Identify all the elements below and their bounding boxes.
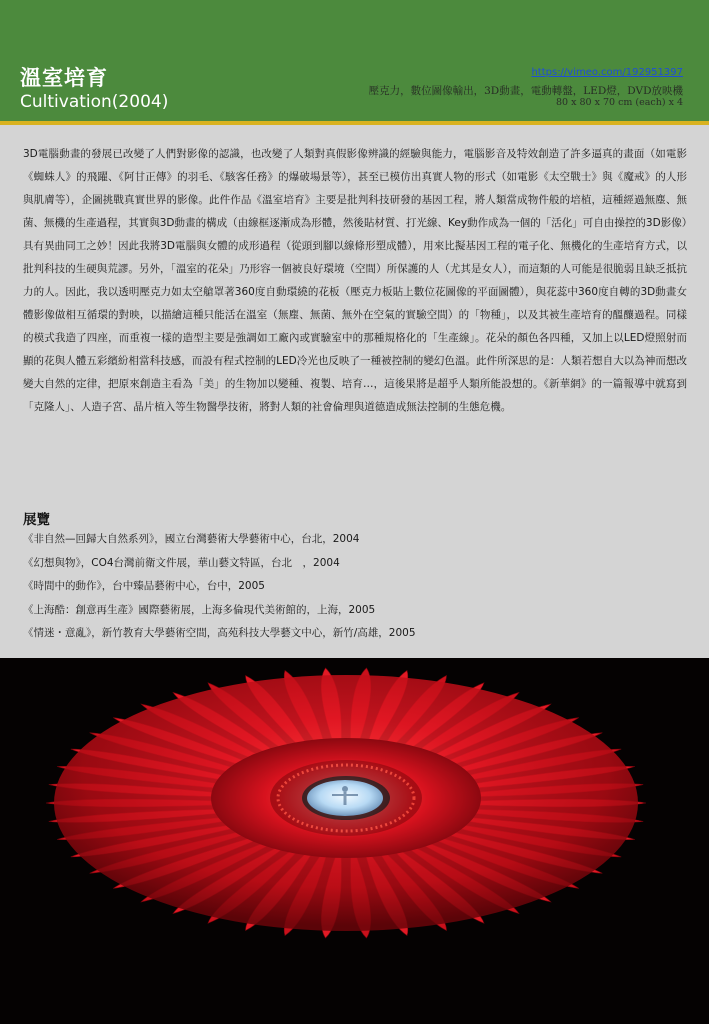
artwork-description: 3D電腦動畫的發展已改變了人們對影像的認識，也改變了人類對真假影像辨識的經驗與能力，電腦影音及特效創造了許多逼真的畫面（如電影《蜘蛛人》的飛躍、《阿甘正傳》的羽毛、《駭客任務》的爆破場景等），甚至已模仿出真實人物的形式（如電影《太空戰士》與《魔戒》的人形與肌膚等），企圖挑戰真實世界的影像。此件作品《溫室培育》主要是批判科技研發的基因工程，將人類當成物件般的培植，這種經過無塵、無菌、無機的生產過程，其實與3D動畫的構成（由線框逐漸成為形體，然後貼材質、打光線、Key動作成為一個的「活化」可自由操控的3D影像）具有異曲同工之妙！因此我將3D電腦與女體的成形過程（從頭到腳以線條形塑成體），用來比擬基因工程的電子化、無機化的生產培育方式，以批判科技的生硬與荒謬。另外，「溫室的花朵」乃形容一個被良好環境（空間）所保護的人（尤其是女人），而這類的人可能是很脆弱且缺乏抵抗力的人。因此，我以透明壓克力如太空艙罩著360度自動環繞的花板（壓克力板貼上數位花圖像的平面圖體），與花蕊中360度自轉的3D動畫女體影像做相互循環的對映，以描繪這種只能活在溫室（無塵、無菌、無外在空氣的實驗空間）的「物種」，以及其被生產培育的醞釀過程。同樣的模式我造了四座，而重複一樣的造型主要是強調如工廠內或實驗室中的那種規格化的「生產線」。花朵的顏色各四種，又加上以LED燈照射而顯的花與人體五彩繽紛相當科技感，而設有程式控制的LED冷光也反映了一種被控制的變幻色溫。此件所深思的是：人類若想自大以為神而想改變大自然的定律，把原來創造主看為「美」的生物加以變種、複製、培育…，這後果將是超乎人類所能設想的。《新華網》的一篇報導中就寫到「克隆人」、人造子宮、晶片植入等生物醫學技術，將對人類的社會倫理與道德造成無法控制的生態危機。 bbox=[23, 148, 687, 413]
artwork-photo bbox=[0, 658, 709, 1024]
header-band bbox=[0, 0, 709, 121]
exhibitions-list bbox=[23, 528, 416, 646]
red-flower-image bbox=[0, 658, 709, 1024]
dimensions-text: 80 x 80 x 70 cm (each) x 4 bbox=[555, 97, 683, 108]
page-title: 溫室培育 bbox=[20, 66, 108, 90]
exhibition-item: 《情迷・意亂》，新竹教育大學藝術空間，高苑科技大學藝文中心，新竹/高雄，2005 bbox=[23, 627, 416, 639]
video-link[interactable]: https://vimeo.com/192951397 bbox=[531, 67, 683, 78]
exhibitions-heading: 展覽 bbox=[23, 512, 50, 528]
exhibition-item: 《幻想與物》，CO4台灣前衛文件展，華山藝文特區，台北 ，2004 bbox=[23, 556, 340, 569]
exhibition-item: 《上海酷：創意再生產》國際藝術展，上海多倫現代美術館的，上海，2005 bbox=[23, 603, 376, 616]
exhibition-item: 《非自然—回歸大自然系列》，國立台灣藝術大學藝術中心，台北，2004 bbox=[23, 533, 360, 545]
page-subtitle: Cultivation(2004) bbox=[20, 92, 169, 112]
content-panel bbox=[0, 125, 709, 658]
exhibition-item: 《時間中的動作》，台中臻品藝術中心，台中，2005 bbox=[23, 580, 265, 592]
materials-text: 壓克力，數位圖像輸出，3D動畫，電動轉盤，LED燈，DVD放映機 bbox=[368, 85, 683, 97]
